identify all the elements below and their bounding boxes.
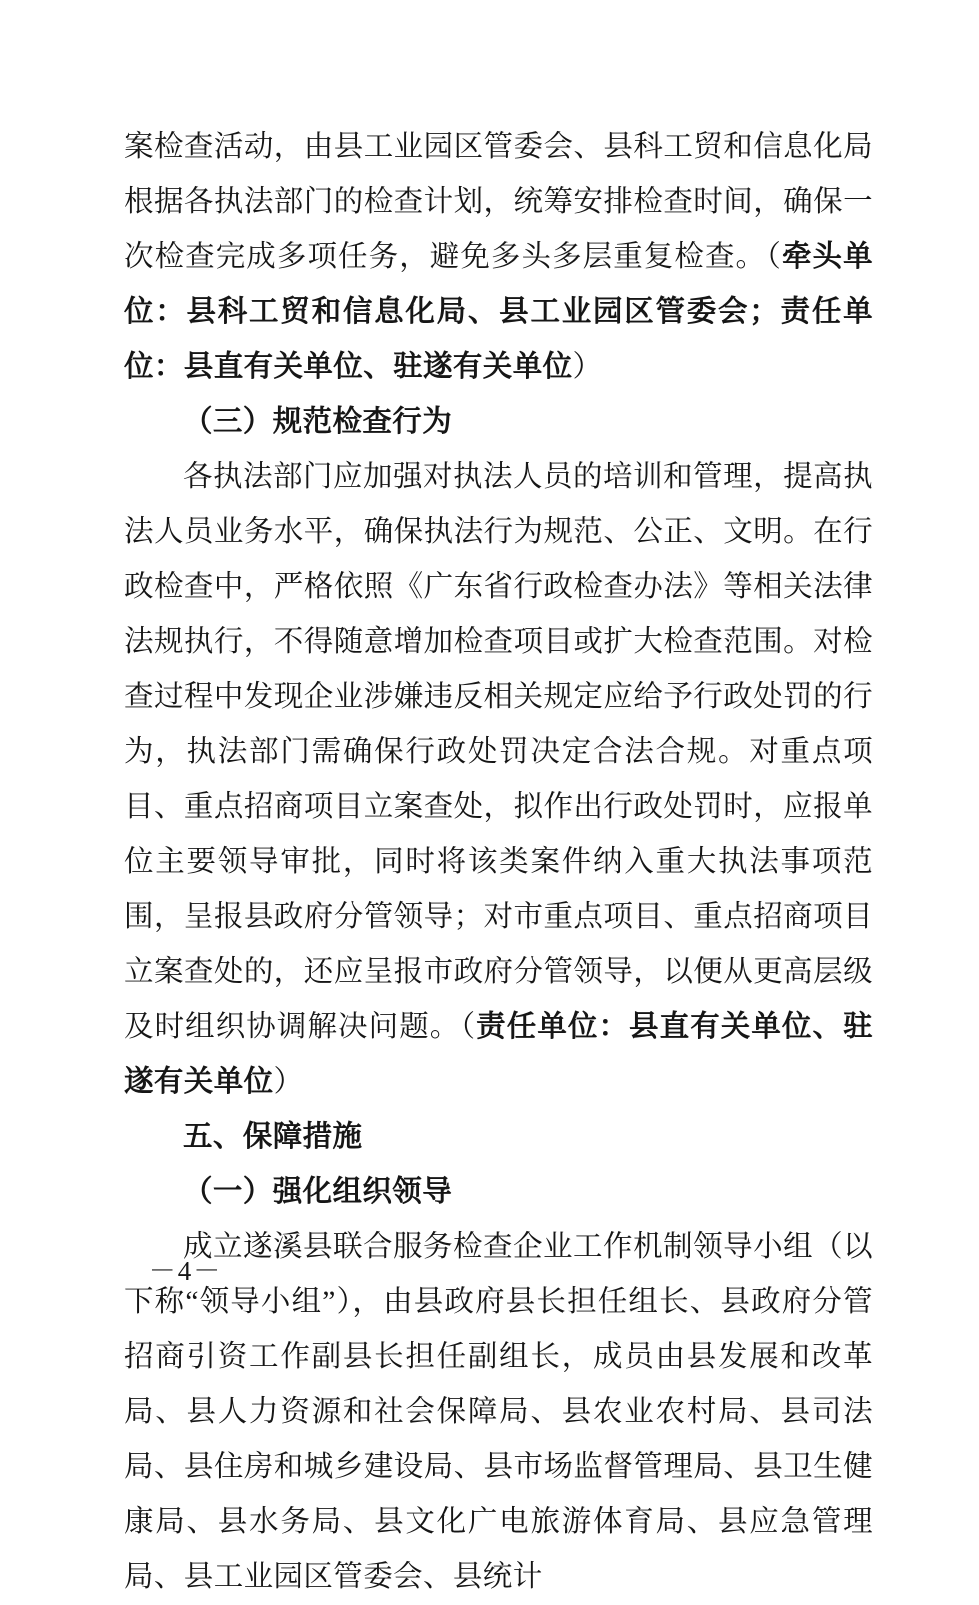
page-number-value: －4－ — [148, 1256, 223, 1286]
text-run: 各执法部门应加强对执法人员的培训和管理，提高执法人员业务水平，确保执法行为规范、公正、文明。在行政检查中，严格依照《广东省行政检查办法》等相关法律法规执行，不得随意增加检查项目或扩大检查范围。对检查过程中发现企业涉嫌违反相关规定应给予行政处罚的行为，执法部门需确保行政处罚决定合法合规。对重点项目、重点招商项目立案查处，拟作出行政处罚时，应报单位主要领导审批，同时将该类案件纳入重大执法事项范围，呈报县政府分管领导；对市重点项目、重点招商项目立案查处的，还应呈报市政府分管领导，以便从更高层级及时组织协调解决问题。（ — [124, 461, 873, 1043]
text-run: 成立遂溪县联合服务检查企业工作机制领导小组（以下称“领导小组”），由县政府县长担任组长、县政府分管招商引资工作副县长担任副组长，成员由县发展和改革局、县人力资源和社会保障局、县农业农村局、县司法局、县住房和城乡建设局、县市场监督管理局、县卫生健康局、县水务局、县文化广电旅游体育局、县应急管理局、县工业园区管委会、县统计 — [124, 1231, 873, 1593]
text-run-bold: 牵头单位：县科工贸和信息化局、县工业园区管委会；责任单位：县直有关单位、驻遂有关单位 — [124, 241, 873, 383]
text-run-bold: 责任单位：县直有关单位、驻遂有关单位 — [124, 1011, 873, 1098]
heading-section-five-one: （一）强化组织领导 — [183, 1176, 453, 1208]
text-run: 案检查活动，由县工业园区管委会、县科工贸和信息化局根据各执法部门的检查计划，统筹安排检查时间，确保一次检查完成多项任务，避免多头多层重复检查。（ — [124, 131, 873, 273]
document-body — [124, 120, 873, 1605]
paragraph-enforcement-standards — [124, 450, 873, 1110]
paragraph-inspection-activities — [124, 120, 873, 395]
page-number — [0, 1249, 979, 1288]
heading-section-three: （三）规范检查行为 — [183, 406, 453, 438]
heading-section-five: 五、保障措施 — [183, 1121, 363, 1153]
text-run: ） — [572, 351, 603, 383]
text-run: ） — [273, 1066, 304, 1098]
